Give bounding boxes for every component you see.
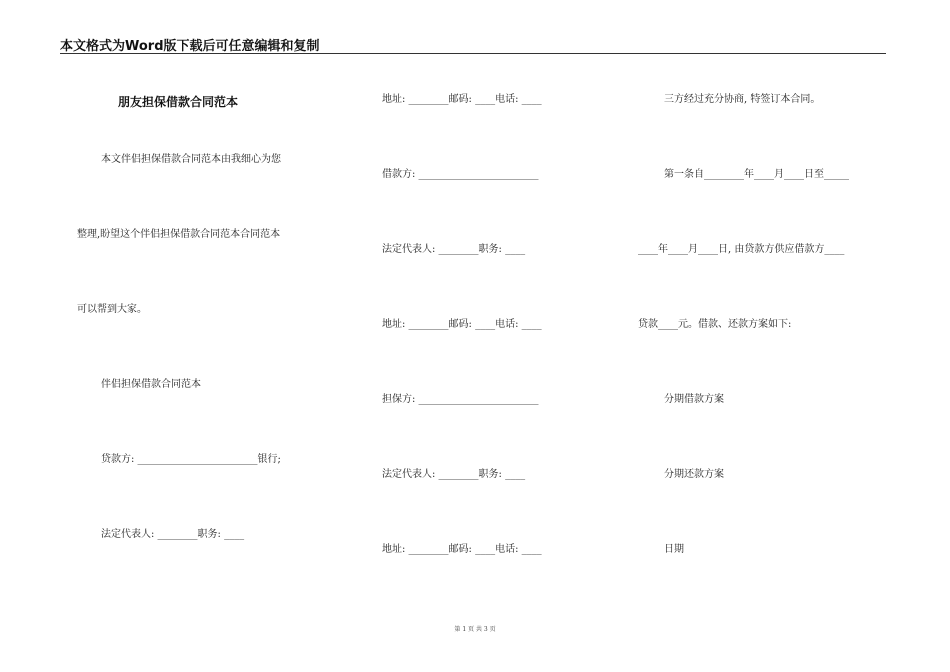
address-field: 地址: ________邮码: ____电话: ____	[382, 94, 542, 105]
lender-field: 贷款方: ________________________银行;	[101, 454, 281, 465]
guarantor-field: 担保方: ________________________	[382, 394, 539, 405]
address-field: 地址: ________邮码: ____电话: ____	[382, 319, 542, 330]
paragraph-line: 三方经过充分协商, 特签订本合同。	[664, 94, 821, 105]
document-title: 朋友担保借款合同范本	[118, 95, 239, 109]
plan-heading: 分期借款方案	[664, 394, 724, 405]
paragraph-line: 可以帮到大家。	[77, 304, 147, 315]
address-field: 地址: ________邮码: ____电话: ____	[382, 544, 542, 555]
date-label: 日期	[664, 544, 684, 555]
page-number: 第 1 页 共 3 页	[454, 626, 496, 633]
header-rule	[60, 53, 886, 54]
header-text: 本文格式为Word版下载后可任意编辑和复制	[60, 39, 320, 54]
paragraph-line: 整理,盼望这个伴侣担保借款合同范本合同范本	[77, 229, 281, 240]
borrower-field: 借款方: ________________________	[382, 169, 539, 180]
plan-heading: 分期还款方案	[664, 469, 724, 480]
clause-line: ____年____月____日, 由贷款方供应借款方____	[638, 244, 845, 255]
section-heading: 伴侣担保借款合同范本	[101, 379, 201, 390]
legal-rep-field: 法定代表人: ________职务: ____	[382, 244, 526, 255]
clause-line: 贷款____元。借款、还款方案如下:	[638, 319, 792, 330]
legal-rep-field: 法定代表人: ________职务: ____	[101, 529, 245, 540]
legal-rep-field: 法定代表人: ________职务: ____	[382, 469, 526, 480]
clause-line: 第一条自________年____月____日至_____	[664, 169, 849, 180]
paragraph-line: 本文伴侣担保借款合同范本由我细心为您	[101, 154, 281, 165]
